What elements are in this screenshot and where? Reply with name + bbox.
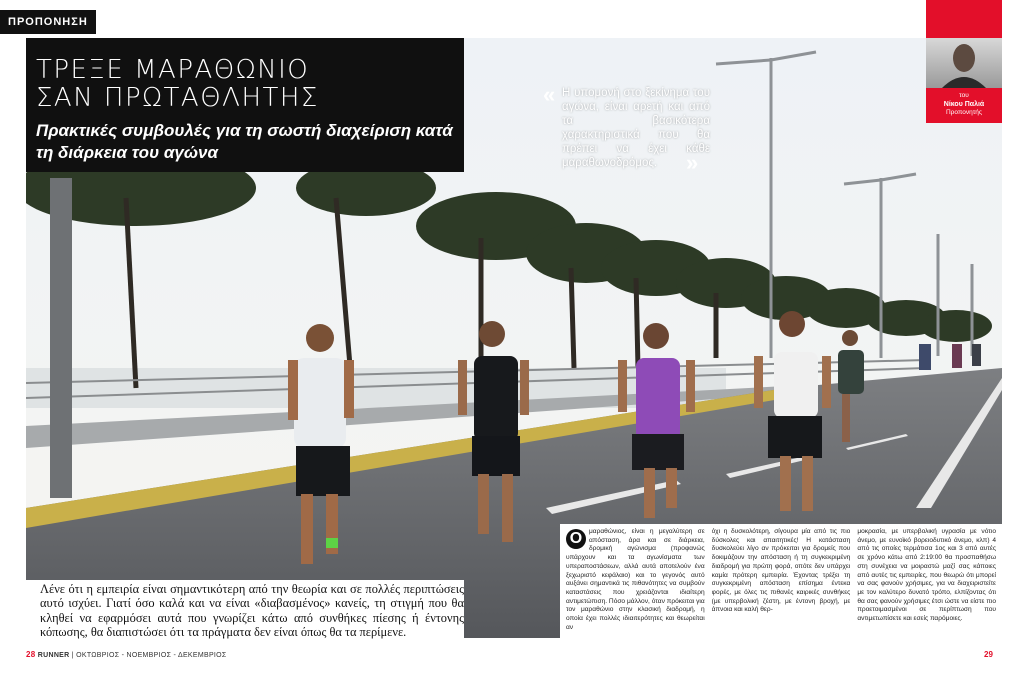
magazine-name: RUNNER [37,652,70,659]
quote-close-mark: » [686,150,699,175]
page-number-right: 29 [984,650,993,659]
article-body [560,524,1002,648]
author-role: Προπονητής [945,109,983,116]
article-column-3: μοκρασία, με υπερβολική υγρασία με νότιο άνεμο, με ευνοϊκό βορειοδυτικό άνεμο, κλπ) 4 από τις οποίες τερμάτισα 1ος και 3 από αυτές σε χρόνο κάτω από 2:19:00 θα προσπαθήσω στη συνέχεια να μοιραστώ μαζί σας κάποιες από αυτές τις εμπειρίες, που θεωρώ ότι μπορεί να σας φανούν χρήσιμες, για να διαχειριστείτε με τον καλύτερο δυνατό τρόπο, ελπίζοντας ότι θα σας φανούν χρήσιμες έτσι ώστε να είστε πιο προετοιμασμένοι σε περίπτωση που αντιμετωπίσετε και εσείς παρόμοιες. [857,528,997,623]
title-line-1: ΤΡΕΞΕ ΜΑΡΑΘΩΝΙΟ [36,55,310,85]
issue-months: ΟΚΤΩΒΡΙΟΣ - ΝΟΕΜΒΡΙΟΣ - ΔΕΚΕΜΒΡΙΟΣ [76,652,227,659]
lead-paragraph: Λένε ότι η εμπειρία είναι σημαντικότερη από την θεωρία και σε πολλές περιπτώσεις αυτό ισχύει. Γιατί όσο καλά και να είναι «διαβασμένος» κανείς, τη στιγμή που θα κληθεί να εφαρμόσει αυτά που γνωρίζει κάτω από συνθήκες πίεσης ή έντονης κόπωσης, θα διαπιστώσει ότι τα πράγματα δεν είναι όπως θα τα περίμενε. [26,580,464,638]
article-column-2: όχι η δυσκολότερη, σίγουρα μία από τις πιο δύσκολες και απαιτητικές! Η κατάσταση δυσκολεύει λίγο αν πρόκειται για δρομείς που δοκιμάζουν την απόσταση ή τη συγκεκριμένη διαδρομή για πρώτη φορά, οπότε δεν υπάρχει καμία πρότερη εμπειρία. Έχοντας τρέξει τη συγκεκριμένη απόσταση επίσημα έντεκα φορές, με όλες τις πιθανές καιρικές συνθήκες (με υπερβολική ζέστη, με έντονη βροχή, με άπνοια και καλή θερ- [711,528,851,614]
article-subtitle: Πρακτικές συμβουλές για τη σωστή διαχείριση κατά τη διάρκεια του αγώνα [36,121,453,162]
page-number-left: 28 [26,650,36,659]
title-line-2: ΣΑΝ ΠΡΩΤΑΘΛΗΤΗΣ [36,83,319,113]
quote-open-mark: « [543,82,556,107]
article-title [36,56,454,112]
footer-left: 28 RUNNER | ΟΚΤΩΒΡΙΟΣ - ΝΟΕΜΒΡΙΟΣ - ΔΕΚΕΜΒΡΙΟΣ [26,650,227,659]
author-credit [926,92,1002,118]
author-prefix: του [959,92,969,99]
article-text-1: μαραθώνιος, είναι η μεγαλύτερη σε απόσταση, άρα και σε διάρκεια, δρομική αγώνισμα (προφανώς υπάρχουν και τα αγωνίσματα των υπεραποστάσεων, αλλά αυτά αποτελούν ένα ξεχωριστό κεφάλαιο) και το γεγονός αυτό αυξάνει σημαντικά τις πιθανότητες να συμβούν καταστάσεις που χρειάζονται ιδιαίτερη αντιμετώπιση. Πόσο μάλλον, όταν πρόκειται για τον μαραθώνιο στην κλασική διαδρομή, η οποία έχει πολλές ιδιαιτερότητες και θεωρείται αν [566,528,705,631]
author-box [926,0,1002,123]
section-tag: ΠΡΟΠΟΝΗΣΗ [0,10,96,34]
drop-cap: Ο [566,529,586,549]
article-column-1 [566,528,705,648]
pull-quote: Η υπομονή στο ξεκίνημα του αγώνα, είναι αρετή και από τα βασικότερα χαρακτηριστικά που θα πρέπει να έχει κάθε μαραθωνοδρόμος. [562,87,710,169]
author-name: Νίκου Παλιά [943,100,985,108]
headline-block [26,38,464,172]
author-portrait [926,38,1002,88]
